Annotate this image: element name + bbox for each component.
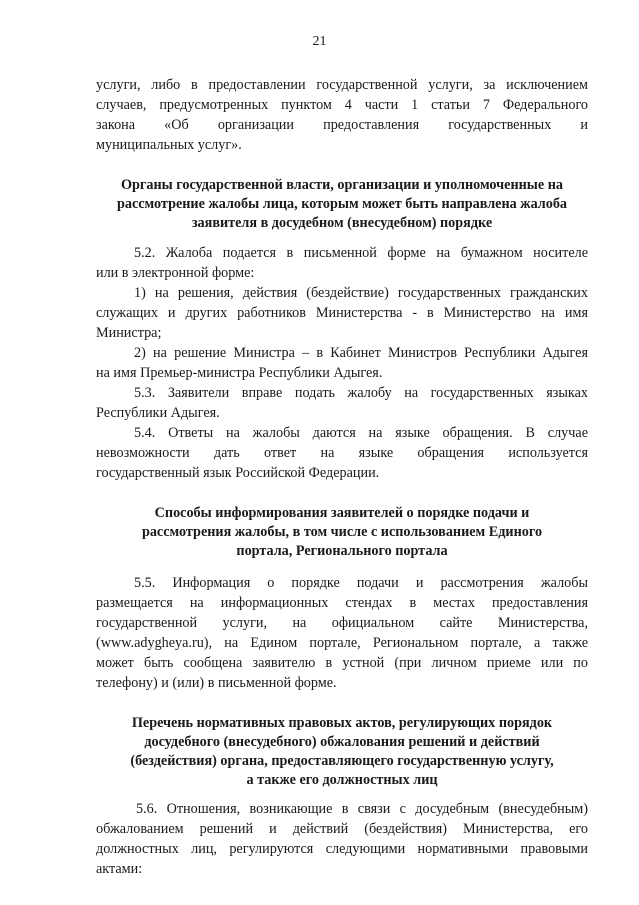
clause-5-2-line: 2) на решение Министра – в Кабинет Министров Республики Адыгея xyxy=(134,345,588,361)
section-heading: Органы государственной власти, организации и уполномоченные на xyxy=(121,177,563,193)
clause-5-2-line: на имя Премьер-министра Республики Адыгея. xyxy=(96,365,383,381)
clause-5-2-line: Министра; xyxy=(96,325,162,341)
paragraph-intro-line: услуги, либо в предоставлении государственной услуги, за исключением xyxy=(96,77,588,93)
paragraph-intro-line: случаев, предусмотренных пунктом 4 части 1 статьи 7 Федерального xyxy=(96,97,588,113)
clause-5-5-line: может быть сообщена заявителю в устной (при личном приеме или по xyxy=(96,655,588,671)
clause-5-3-line: 5.3. Заявители вправе подать жалобу на государственных языках xyxy=(134,385,588,401)
clause-5-6-line: 5.6. Отношения, возникающие в связи с досудебным (внесудебным) xyxy=(136,801,588,817)
section-heading: заявителя в досудебном (внесудебном) порядке xyxy=(191,215,493,231)
clause-5-2-line: или в электронной форме: xyxy=(96,265,255,281)
clause-5-5-line: размещается на информационных стендах в местах предоставления xyxy=(96,595,588,611)
section-heading: (бездействия) органа, предоставляющего государственную услугу, xyxy=(130,753,554,769)
section-heading: Способы информирования заявителей о порядке подачи и xyxy=(154,505,530,521)
section-heading: а также его должностных лиц xyxy=(246,772,438,788)
section-heading: рассмотрения жалобы, в том числе с использованием Единого xyxy=(141,524,543,540)
section-heading: досудебного (внесудебного) обжалования решений и действий xyxy=(144,734,540,750)
clause-5-6-line: актами: xyxy=(96,861,143,877)
paragraph-intro-line: муниципальных услуг». xyxy=(96,137,242,153)
clause-5-2-line: служащих и других работников Министерства - в Министерство на имя xyxy=(96,305,588,321)
clause-5-6-line: обжалованием решений и действий (бездействия) Министерства, его xyxy=(96,821,588,837)
clause-5-4-line: невозможности дать ответ на языке обращения используется xyxy=(96,445,588,461)
clause-5-5-line: государственной услуги, на официальном сайте Министерства, xyxy=(96,615,588,631)
clause-5-5-line: 5.5. Информация о порядке подачи и рассмотрения жалобы xyxy=(134,575,588,591)
clause-5-3-line: Республики Адыгея. xyxy=(96,405,220,421)
page-number: 21 xyxy=(312,34,327,49)
section-heading: портала, Регионального портала xyxy=(236,543,448,559)
paragraph-intro-line: закона «Об организации предоставления государственных и xyxy=(96,117,588,133)
clause-5-2-line: 1) на решения, действия (бездействие) государственных гражданских xyxy=(134,285,588,301)
clause-5-4-line: 5.4. Ответы на жалобы даются на языке обращения. В случае xyxy=(134,425,588,441)
clause-5-2-line: 5.2. Жалоба подается в письменной форме на бумажном носителе xyxy=(134,245,588,261)
section-heading: Перечень нормативных правовых актов, регулирующих порядок xyxy=(131,715,553,731)
clause-5-4-line: государственный язык Российской Федерации. xyxy=(96,465,380,481)
section-heading: рассмотрение жалобы лица, которым может быть направлена жалоба xyxy=(116,196,568,212)
clause-5-6-line: должностных лиц, регулируются следующими нормативными правовыми xyxy=(96,841,588,857)
clause-5-5-line: телефону) и (или) в письменной форме. xyxy=(96,675,337,691)
clause-5-5-line: (www.adygheya.ru), на Едином портале, Региональном портале, а также xyxy=(96,635,588,651)
